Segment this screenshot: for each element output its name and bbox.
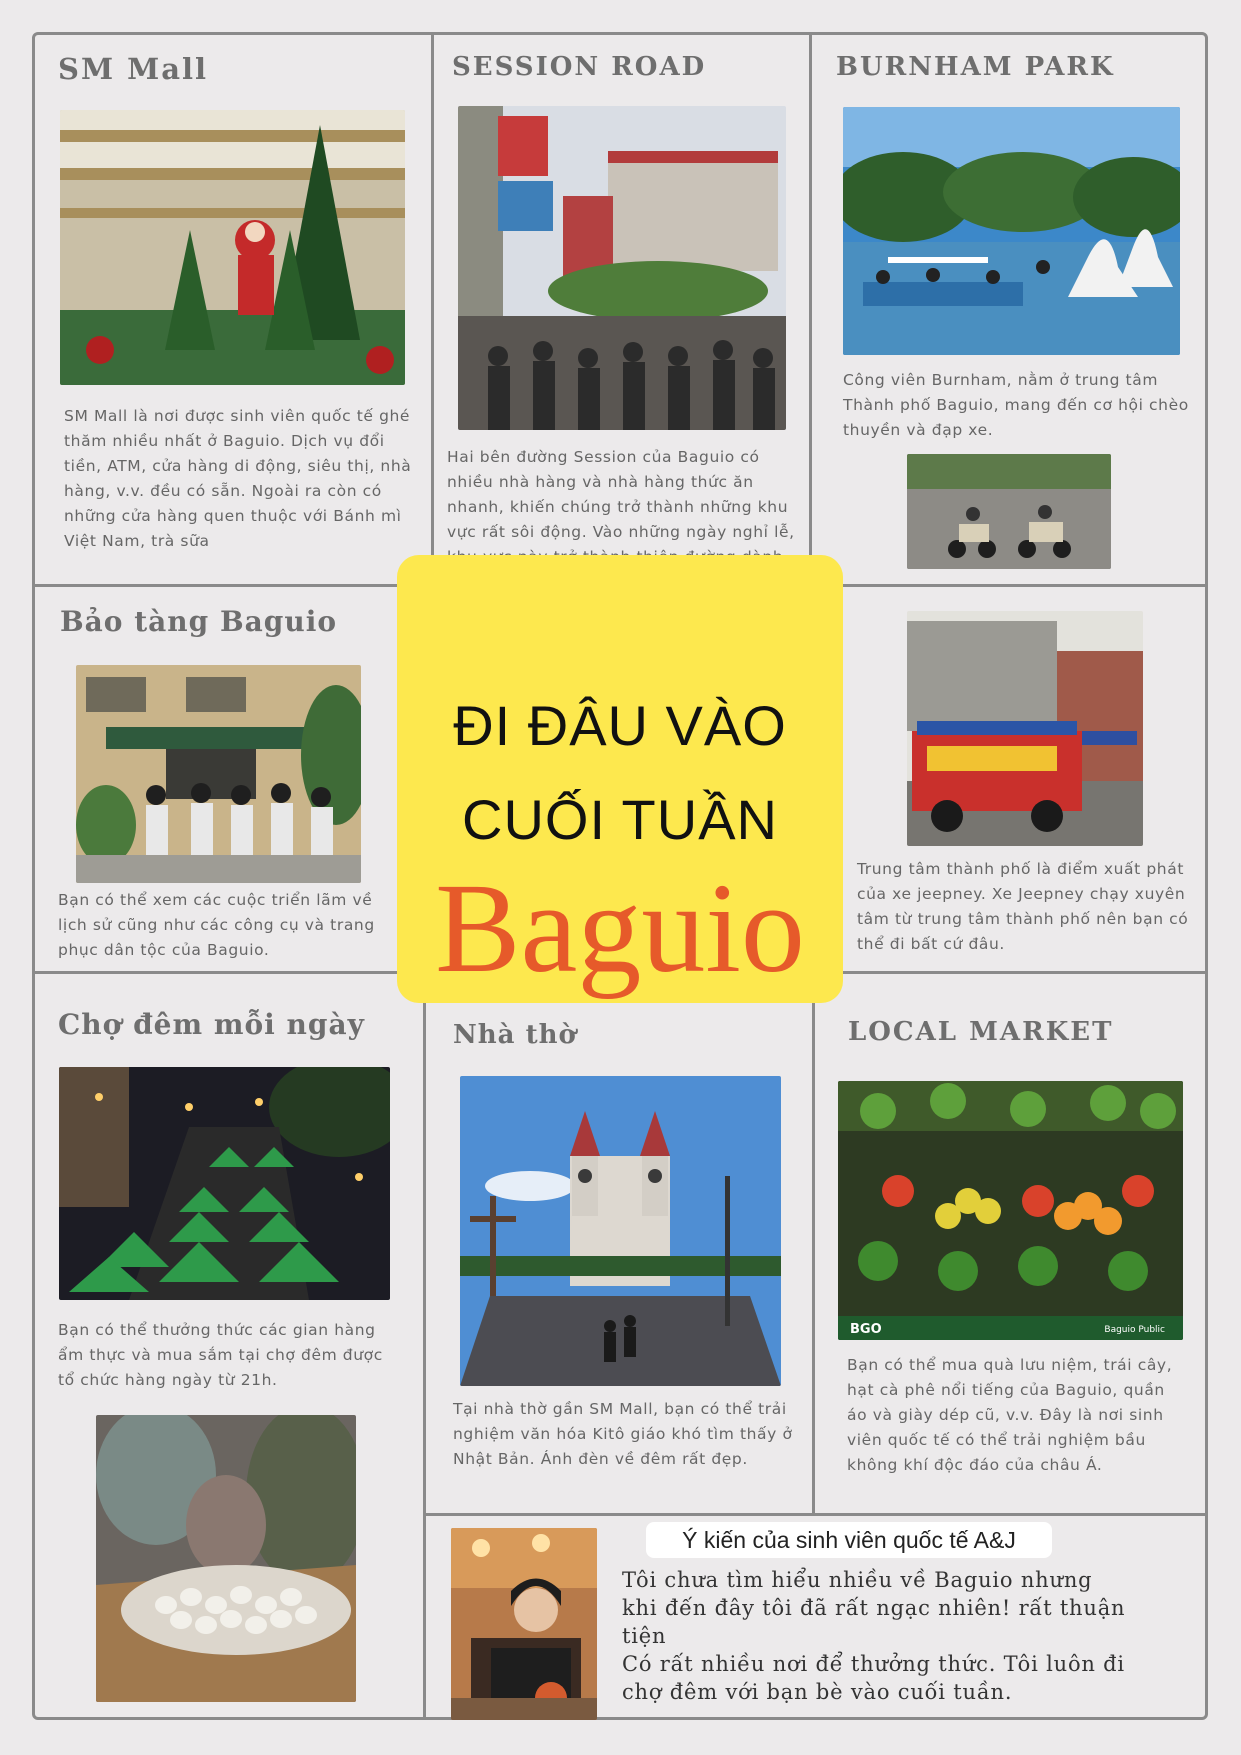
- market-sign-left: BGO: [850, 1322, 882, 1337]
- museum-photo: [76, 665, 361, 883]
- session-road-photo: [458, 106, 786, 430]
- opinion-line: Có rất nhiều nơi để thưởng thức. Tôi luôn đi: [622, 1652, 1125, 1676]
- divider: [843, 971, 1208, 974]
- divider: [32, 971, 397, 974]
- headline-line-2: CUỐI TUẦN: [462, 788, 778, 851]
- museum-text: Bạn có thể xem các cuộc triển lãm về lịch sử cũng như các công cụ và trang phục dân tộc của Baguio.: [58, 891, 375, 959]
- church-text: Tại nhà thờ gần SM Mall, bạn có thể trải nghiệm văn hóa Kitô giáo khó tìm thấy ở Nhật Bản. Ánh đèn về đêm rất đẹp.: [453, 1400, 793, 1468]
- jeepney-photo: [907, 611, 1143, 846]
- student-photo: [451, 1528, 597, 1720]
- burnham-park-text: Công viên Burnham, nằm ở trung tâm Thành phố Baguio, mang đến cơ hội chèo thuyền và đạp xe.: [843, 371, 1189, 439]
- opinion-line: khi đến đây tôi đã rất ngạc nhiên! rất thuận: [622, 1596, 1126, 1620]
- headline-panel: [397, 555, 843, 1003]
- divider: [423, 1003, 426, 1720]
- local-market-text: Bạn có thể mua quà lưu niệm, trái cây, hạt cà phê nổi tiếng của Baguio, quần áo và giày dép cũ, v.v. Đây là nơi sinh viên quốc tế có thể trải nghiệm bầu không khí độc đáo của châu Á.: [847, 1356, 1173, 1474]
- divider: [32, 584, 397, 587]
- divider: [431, 32, 434, 584]
- museum-title: Bảo tàng Baguio: [60, 605, 338, 638]
- church-photo: [460, 1076, 781, 1386]
- sm-mall-title: SM Mall: [58, 52, 209, 86]
- sm-mall-text: SM Mall là nơi được sinh viên quốc tế ghé thăm nhiều nhất ở Baguio. Dịch vụ đổi tiền, ATM, cửa hàng di động, siêu thị, nhà hàng, v.v. đều có sẵn. Ngoài ra còn có những cửa hàng quen thuộc với Bánh mì Việt Nam, trà sữa: [64, 407, 412, 550]
- opinion-line: Tôi chưa tìm hiểu nhiều về Baguio nhưng: [622, 1568, 1093, 1592]
- local-market-photo: [838, 1081, 1183, 1340]
- opinion-title: Ý kiến của sinh viên quốc tế A&J: [646, 1522, 1052, 1558]
- night-market-photo: [59, 1067, 390, 1300]
- burnham-park-title: BURNHAM PARK: [836, 52, 1115, 82]
- quail-eggs-photo: [96, 1415, 356, 1702]
- divider: [809, 32, 812, 584]
- opinion-line: tiện: [622, 1624, 667, 1648]
- jeepney-text: Trung tâm thành phố là điểm xuất phát của xe jeepney. Xe Jeepney chạy xuyên tâm từ trung tâm thành phố nên bạn có thể đi bất cứ đâu.: [857, 860, 1189, 953]
- night-market-text: Bạn có thể thưởng thức các gian hàng ẩm thực và mua sắm tại chợ đêm được tổ chức hàng ngày từ 21h.: [58, 1321, 383, 1389]
- divider: [812, 1003, 815, 1515]
- market-sign-right: Baguio Public: [1104, 1325, 1165, 1335]
- session-road-text: Hai bên đường Session của Baguio có nhiều nhà hàng và nhà hàng thức ăn nhanh, khiến chúng trở thành những khu vực rất sôi động. Vào những ngày nghỉ lễ,: [447, 448, 795, 541]
- city-name: Baguio: [435, 857, 805, 999]
- headline-line-1: ĐI ĐÂU VÀO: [453, 694, 787, 757]
- go-kart-photo: [907, 454, 1111, 569]
- church-title: Nhà thờ: [453, 1020, 577, 1050]
- opinion-line: chợ đêm với bạn bè vào cuối tuần.: [622, 1680, 1013, 1704]
- night-market-title: Chợ đêm mỗi ngày: [58, 1008, 365, 1041]
- session-road-title: SESSION ROAD: [452, 52, 707, 82]
- sm-mall-photo: [60, 110, 405, 385]
- local-market-title: LOCAL MARKET: [848, 1017, 1114, 1047]
- burnham-park-photo: [843, 107, 1180, 355]
- divider: [843, 584, 1208, 587]
- opinion-text: [622, 1566, 1202, 1706]
- divider: [423, 1513, 1208, 1516]
